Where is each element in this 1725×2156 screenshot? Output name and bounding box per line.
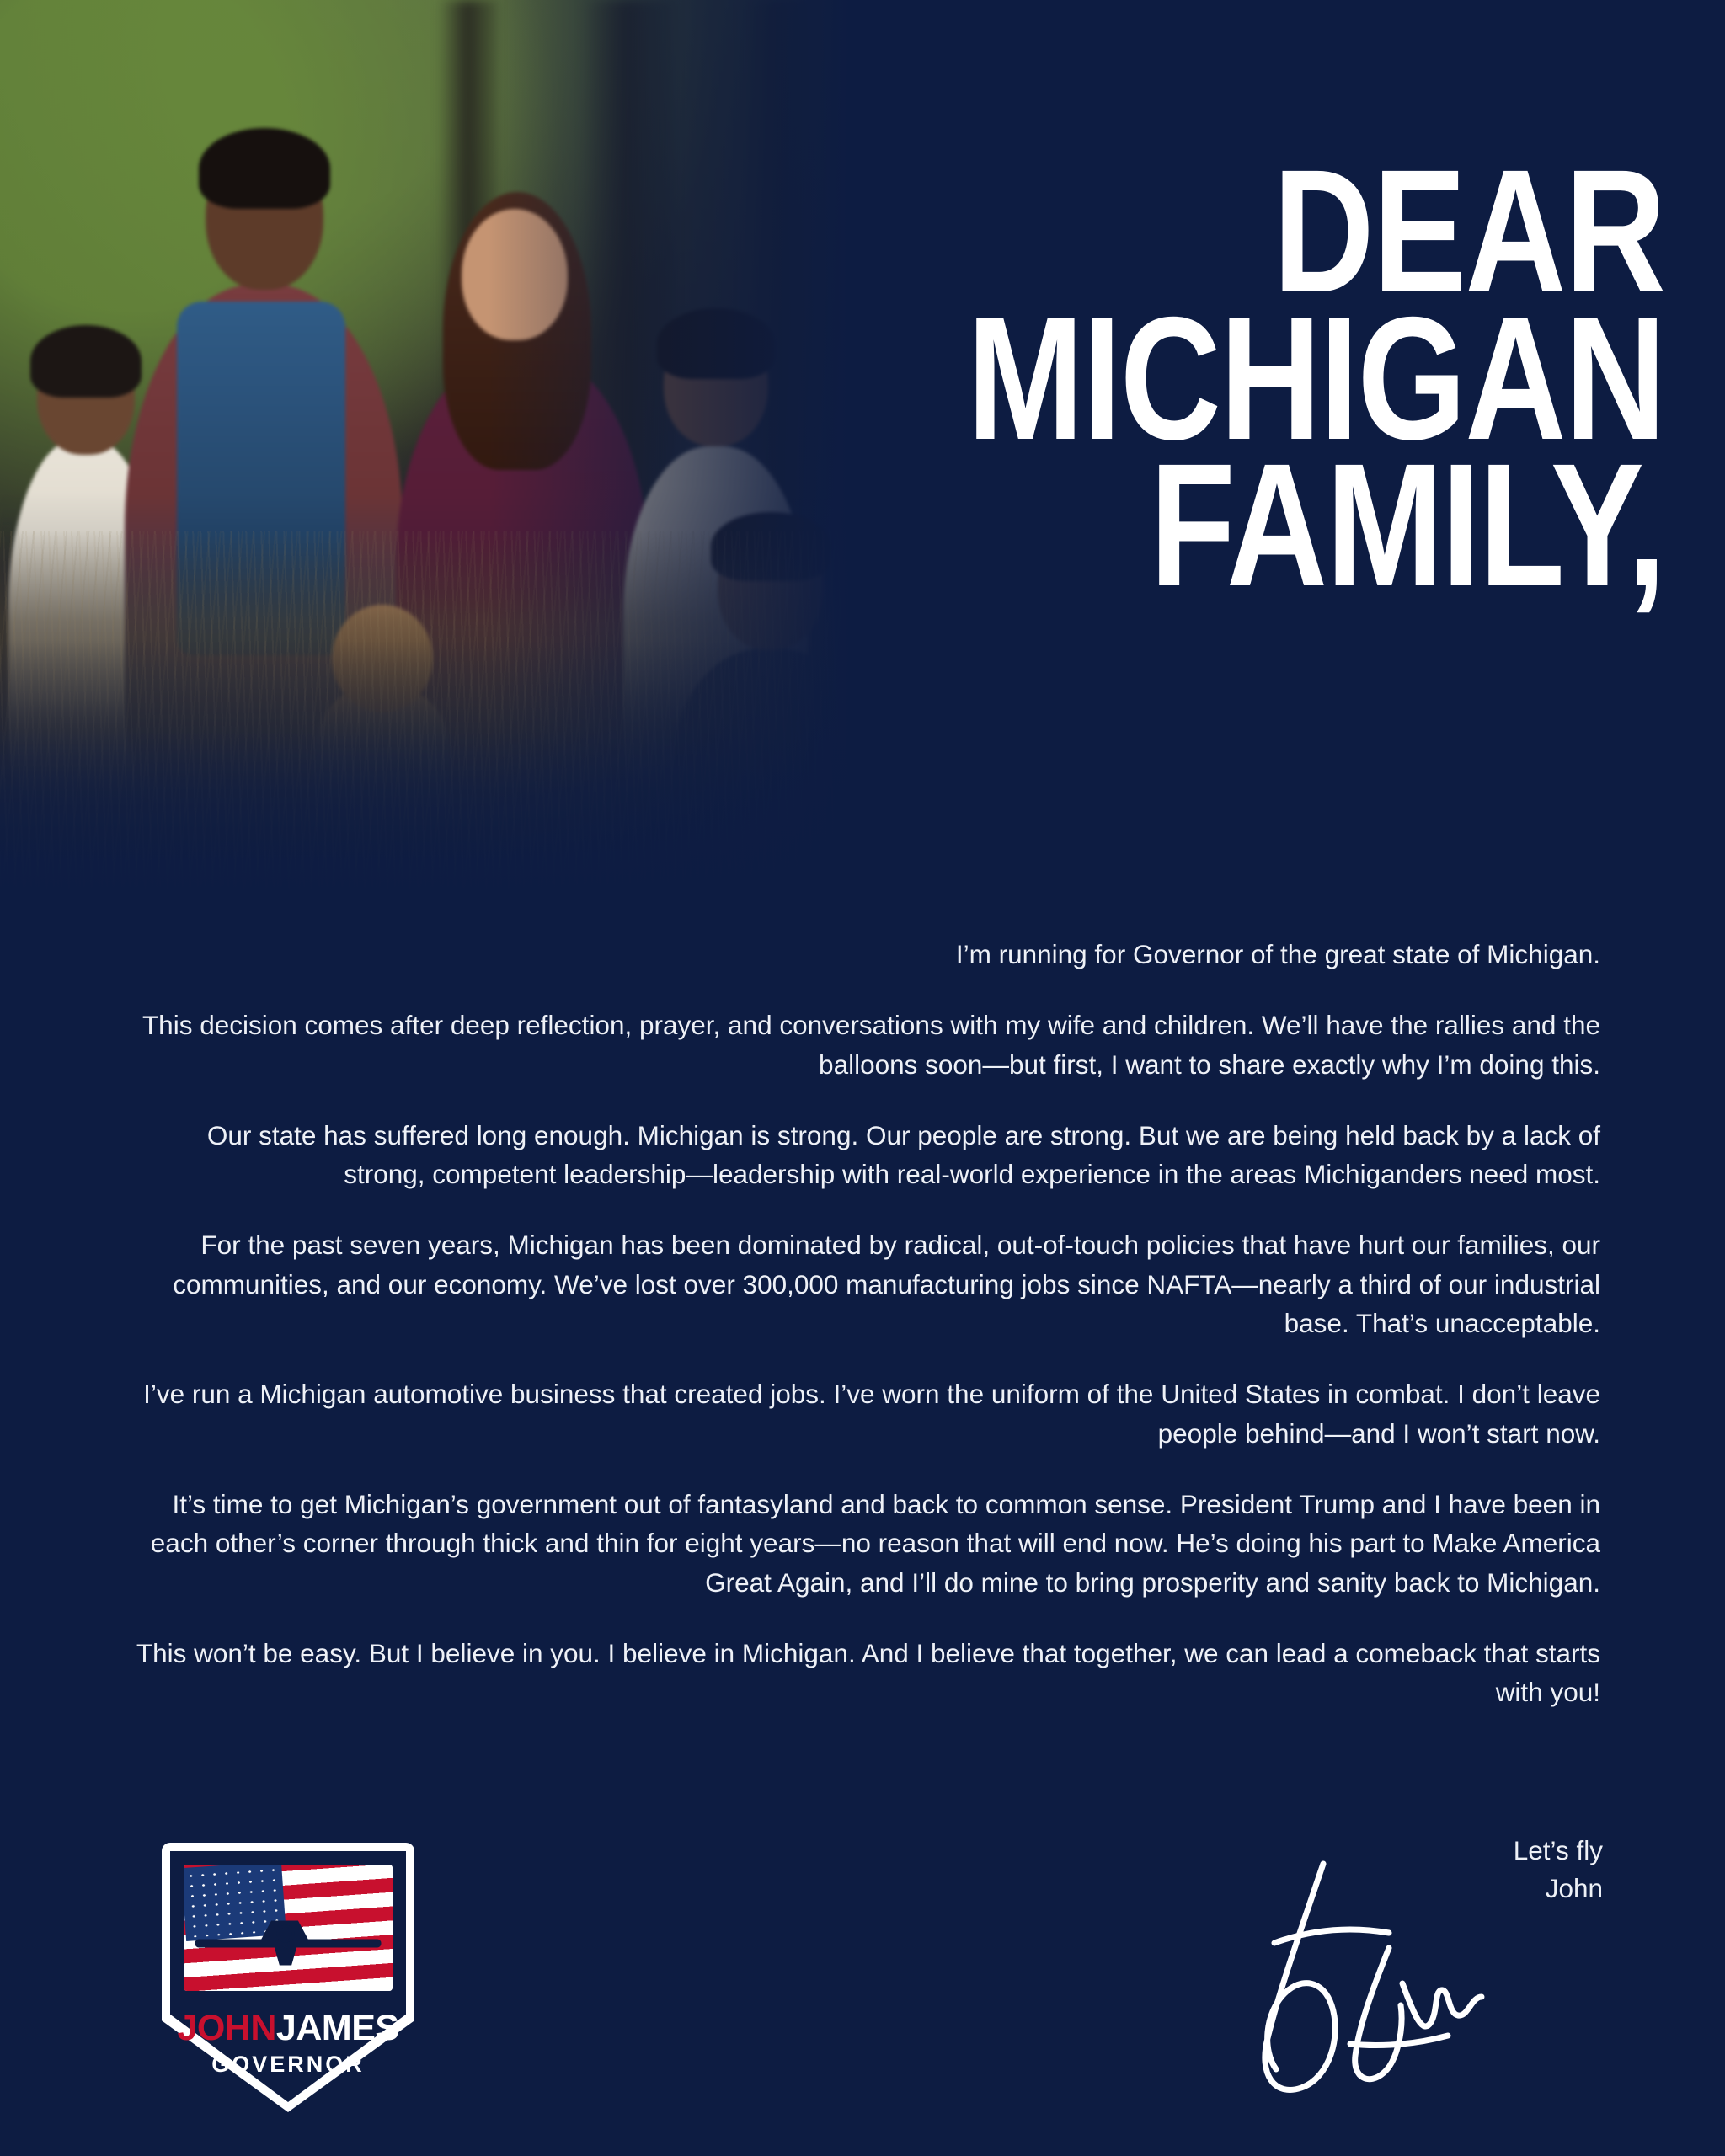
logo-last-name: JAMES [275,2008,399,2048]
airplane-icon [191,1915,385,1974]
sign-off [1514,1832,1603,1907]
letter-paragraph: This decision comes after deep reflection, prayer, and conversations with my wife and children. We’ll have the rallies and the balloons soon—but first, I want to share exactly why I’m doing this. [142,1010,1600,1080]
letter-paragraph: For the past seven years, Michigan has been dominated by radical, out-of-touch policies that have hurt our families, our communities, and our economy. We’ve lost over 300,000 manufacturing jobs since NAFTA—nearly a third of our industrial base. That’s unacceptable. [173,1230,1600,1339]
sign-off-line-2: John [1545,1872,1603,1903]
headline [966,134,1664,624]
letter-body [131,935,1600,1711]
headline-line-1: DEAR [1272,134,1664,329]
sign-off-line-1: Let’s fly [1513,1835,1603,1865]
letter-paragraph: I’m running for Governor of the great state of Michigan. [955,939,1600,969]
logo-candidate-name [162,2008,414,2049]
letter-paragraph: This won’t be easy. But I believe in you. I believe in Michigan. And I believe that together, we can lead a comeback that starts with you! [136,1637,1600,1708]
campaign-logo[interactable] [162,1843,414,2112]
logo-office-label: GOVERNOR [211,2052,365,2077]
letter-paragraph: It’s time to get Michigan’s government out of fantasyland and back to common sense. President Trump and I have been in each other’s corner through thick and thin for eight years—no reason that will end now. He’s doing his part to Make America Great Again, and I’ll do mine to bring prosperity and sanity back to Michigan. [150,1488,1600,1598]
signature-icon [1224,1849,1502,2118]
family-photo [0,0,851,893]
headline-line-3: FAMILY, [1149,428,1664,624]
letter-paragraph: Our state has suffered long enough. Michigan is strong. Our people are strong. But we are being held back by a lack of strong, competent leadership—leadership with real-world experience in the areas Michiganders need most. [206,1119,1600,1190]
letter-paragraph: I’ve run a Michigan automotive business that created jobs. I’ve worn the uniform of the United States in combat. I don’t leave people behind—and I won’t start now. [143,1379,1600,1449]
photo-bottom-fade [0,640,851,893]
logo-first-name: JOHN [177,2008,276,2048]
headline-line-2: MICHIGAN [966,280,1664,477]
